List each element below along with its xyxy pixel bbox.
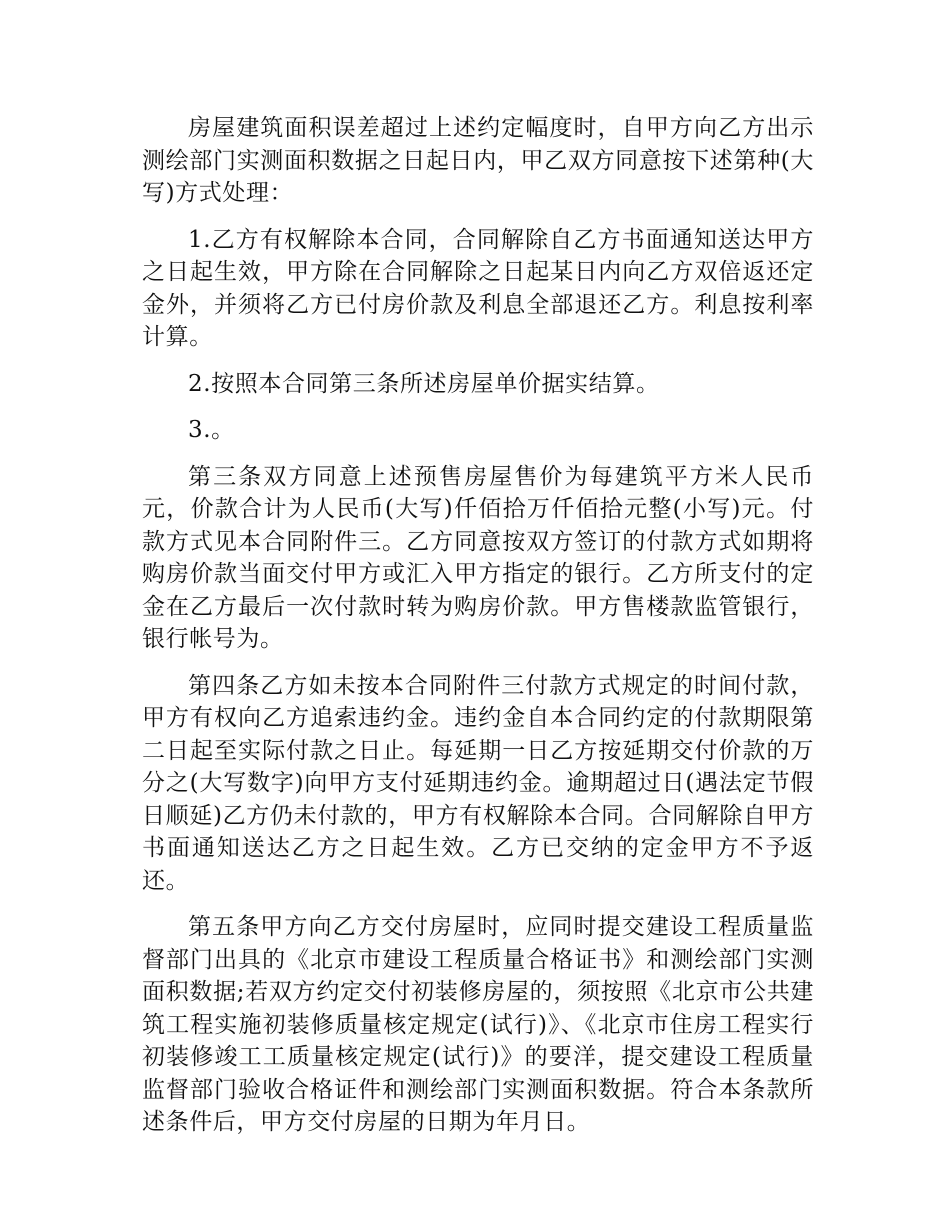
paragraph-option-2: 2.按照本合同第三条所述房屋单价据实结算。 — [188, 370, 660, 397]
document-body — [142, 112, 814, 1153]
paragraph-option-3: 3.。 — [188, 417, 235, 443]
paragraph-area-error-handling: 房屋建筑面积误差超过上述约定幅度时，自甲方向乙方出示测绘部门实测面积数据之日起日内，甲乙双方同意按下述第种(大写)方式处理： — [142, 115, 814, 206]
paragraph-option-1: 1.乙方有权解除本合同，合同解除自乙方书面通知送达甲方之日起生效，甲方除在合同解除之日起某日内向乙方双倍返还定金外，并须将乙方已付房价款及利息全部退还乙方。利息按利率计算。 — [142, 226, 814, 350]
paragraph-article-3: 第三条双方同意上述预售房屋售价为每建筑平方米人民币元，价款合计为人民币(大写)仟佰拾万仟佰拾元整(小写)元。付款方式见本合同附件三。乙方同意按双方签订的付款方式如期将购房价款当面交付甲方或汇入甲方指定的银行。乙方所支付的定金在乙方最后一次付款时转为购房价款。甲方售楼款监管银行，银行帐号为。 — [142, 463, 814, 652]
paragraph-article-4: 第四条乙方如未按本合同附件三付款方式规定的时间付款，甲方有权向乙方追索违约金。违约金自本合同约定的付款期限第二日起至实际付款之日止。每延期一日乙方按延期交付价款的万分之(大写数字)向甲方支付延期违约金。逾期超过日(遇法定节假日顺延)乙方仍未付款的，甲方有权解除本合同。合同解除自甲方书面通知送达乙方之日起生效。乙方已交纳的定金甲方不予返还。 — [142, 672, 814, 894]
paragraph-article-5: 第五条甲方向乙方交付房屋时，应同时提交建设工程质量监督部门出具的《北京市建设工程质量合格证书》和测绘部门实测面积数据;若双方约定交付初装修房屋的，须按照《北京市公共建筑工程实施初装修质量核定规定(试行)》、《北京市住房工程实行初装修竣工工质量核定规定(试行)》的要洋，提交建设工程质量监督部门验收合格证件和测绘部门实测面积数据。符合本条款所述条件后，甲方交付房屋的日期为年月日。 — [142, 914, 814, 1135]
